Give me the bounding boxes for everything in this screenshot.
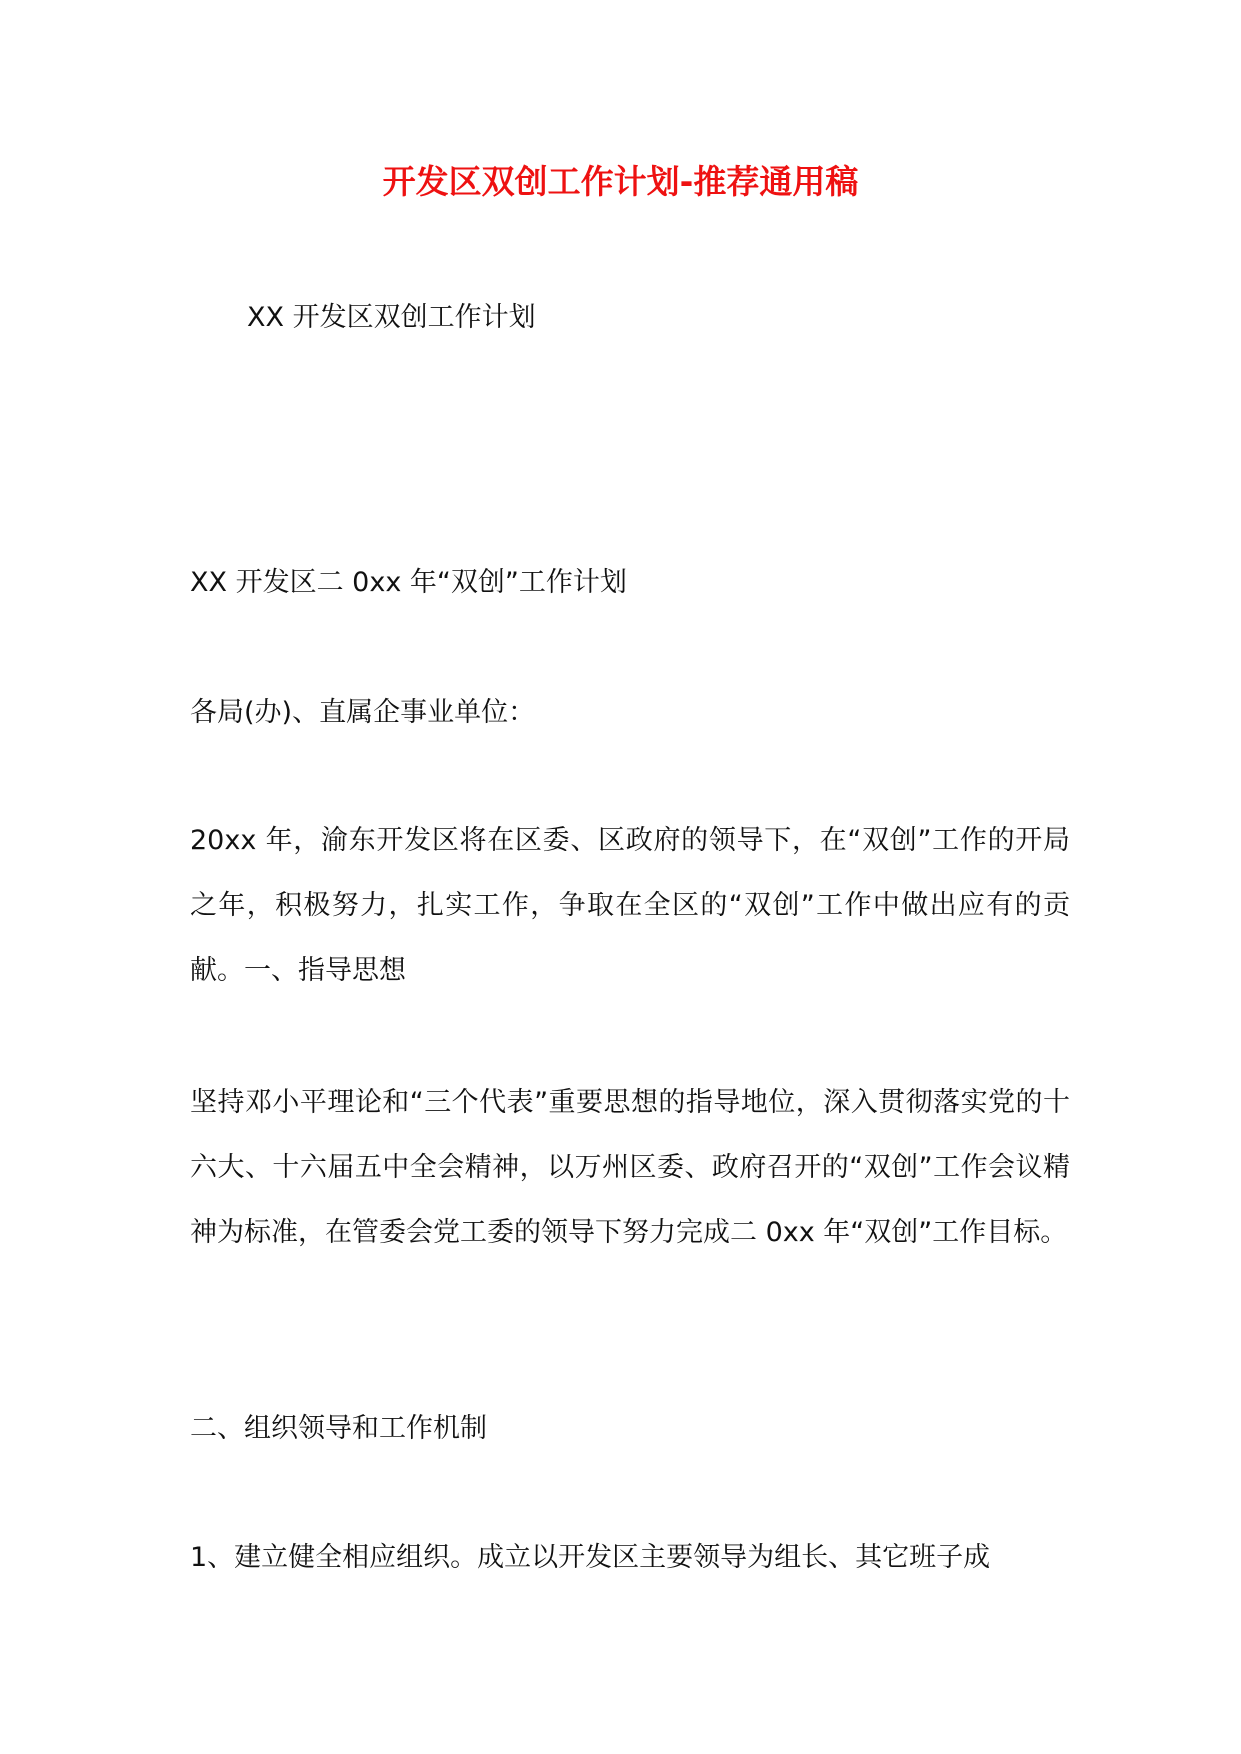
paragraph-plan-heading: XX 开发区二 0xx 年“双创”工作计划 bbox=[190, 567, 627, 598]
document-title: 开发区双创工作计划-推荐通用稿 bbox=[382, 162, 859, 201]
document-subtitle: XX 开发区双创工作计划 bbox=[247, 302, 536, 333]
paragraph-organization-item-1: 1、建立健全相应组织。成立以开发区主要领导为组长、其它班子成 bbox=[190, 1542, 991, 1573]
section-heading-organization: 二、组织领导和工作机制 bbox=[190, 1413, 487, 1444]
paragraph-introduction: 20xx 年，渝东开发区将在区委、区政府的领导下，在“双创”工作的开局之年，积极努力，扎实工作，争取在全区的“双创”工作中做出应有的贡献。一、指导思想 bbox=[190, 825, 1070, 986]
paragraph-guiding-thought: 坚持邓小平理论和“三个代表”重要思想的指导地位，深入贯彻落实党的十六大、十六届五中全会精神，以万州区委、政府召开的“双创”工作会议精神为标准，在管委会党工委的领导下努力完成二 0xx 年“双创”工作目标。 bbox=[190, 1087, 1070, 1248]
paragraph-salutation: 各局(办)、直属企事业单位： bbox=[190, 697, 536, 728]
